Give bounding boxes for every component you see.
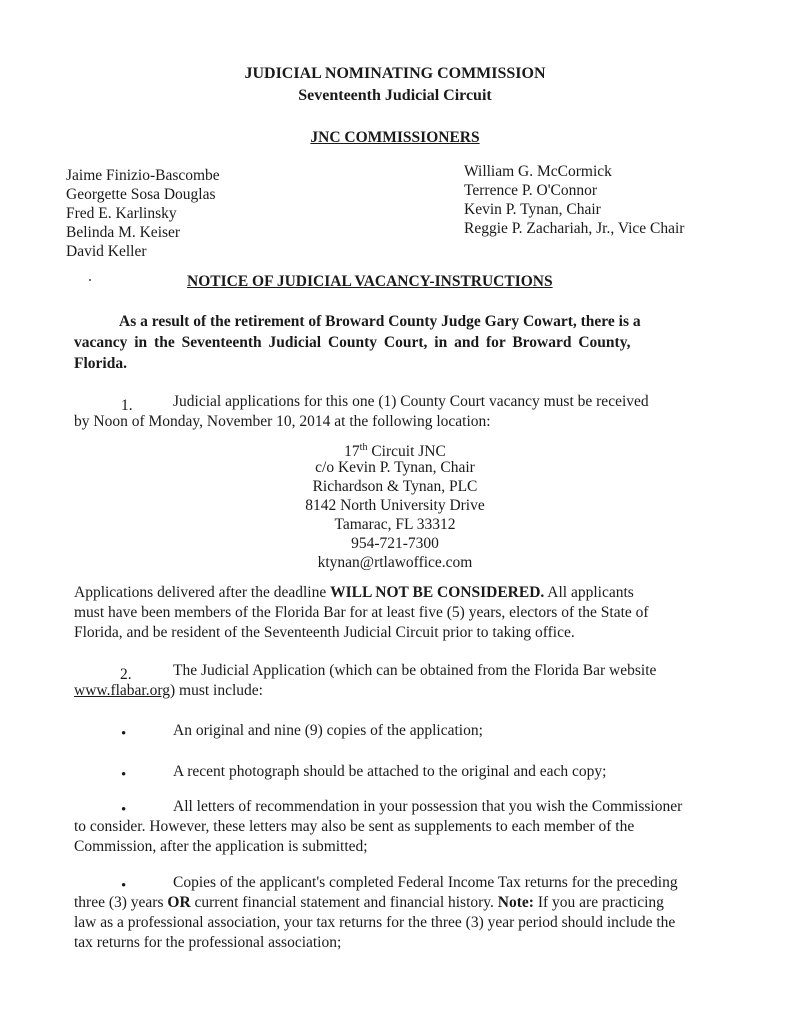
commissioner-name: Reggie P. Zachariah, Jr., Vice Chair — [464, 220, 685, 237]
item1-line: Judicial applications for this one (1) County Court vacancy must be received — [173, 393, 649, 410]
deadline-line — [74, 583, 634, 603]
address-line: Richardson & Tynan, PLC — [312, 478, 478, 495]
bullet-icon: • — [121, 802, 127, 818]
address-line: 8142 North University Drive — [305, 497, 485, 514]
item2-line — [74, 681, 263, 701]
item-number: 1. — [121, 397, 133, 414]
item-number: 2. — [120, 666, 132, 683]
tax-text: three (3) years — [74, 894, 168, 911]
deadline-emphasis: WILL NOT BE CONSIDERED. — [330, 584, 545, 601]
bullet-icon: • — [121, 767, 127, 783]
scan-speck — [89, 279, 91, 281]
note-label: Note: — [497, 894, 534, 911]
requirement-item-cont: to consider. However, these letters may also be sent as supplements to each member of the — [74, 818, 635, 835]
deadline-line: must have been members of the Florida Bar for at least five (5) years, electors of the State of — [74, 604, 649, 621]
intro-line: As a result of the retirement of Broward County Judge Gary Cowart, there is a — [119, 313, 641, 330]
bullet-icon: • — [121, 878, 127, 894]
requirement-item-cont — [74, 893, 664, 913]
bullet-icon: • — [121, 726, 127, 742]
commissioners-heading: JNC COMMISSIONERS — [310, 129, 480, 146]
intro-line: Florida. — [74, 355, 127, 372]
requirement-item-cont: tax returns for the professional association; — [74, 934, 342, 951]
tax-text: If you are practicing — [533, 894, 664, 911]
commissioner-name: Kevin P. Tynan, Chair — [464, 201, 601, 218]
commissioner-name: David Keller — [66, 243, 147, 260]
circuit-ordinal: th — [359, 442, 368, 453]
item1-line: by Noon of Monday, November 10, 2014 at the following location: — [74, 413, 491, 430]
circuit-name: Circuit JNC — [367, 443, 446, 461]
requirement-item: A recent photograph should be attached to the original and each copy; — [173, 763, 607, 780]
commissioner-name: Belinda M. Keiser — [66, 224, 181, 241]
address-line: c/o Kevin P. Tynan, Chair — [315, 459, 475, 476]
requirement-item: Copies of the applicant's completed Federal Income Tax returns for the preceding — [173, 874, 678, 891]
item2-text: ) must include: — [170, 682, 263, 699]
circuit-number: 17 — [344, 443, 360, 461]
commissioner-name: Georgette Sosa Douglas — [66, 186, 216, 203]
or-emphasis: OR — [167, 894, 191, 911]
tax-text: current financial statement and financial history. — [190, 894, 498, 911]
requirement-item-cont: Commission, after the application is submitted; — [74, 838, 368, 855]
address-line: 954-721-7300 — [351, 535, 439, 552]
document-title: JUDICIAL NOMINATING COMMISSION — [244, 65, 546, 82]
commissioner-name: Jaime Finizio-Bascombe — [66, 167, 220, 184]
flabar-link[interactable]: www.flabar.org — [74, 682, 170, 699]
deadline-line: Florida, and be resident of the Seventeenth Judicial Circuit prior to taking office. — [74, 624, 575, 641]
address-line: Tamarac, FL 33312 — [334, 516, 456, 533]
address-email: ktynan@rtlawoffice.com — [317, 554, 473, 571]
notice-heading: NOTICE OF JUDICIAL VACANCY-INSTRUCTIONS — [187, 273, 553, 290]
document-subtitle: Seventeenth Judicial Circuit — [298, 87, 492, 104]
requirement-item: An original and nine (9) copies of the application; — [173, 722, 483, 739]
deadline-text: All applicants — [544, 584, 634, 601]
commissioner-name: William G. McCormick — [464, 163, 612, 180]
item2-line: The Judicial Application (which can be obtained from the Florida Bar website — [173, 662, 657, 679]
requirement-item: All letters of recommendation in your possession that you wish the Commissioner — [173, 798, 683, 815]
commissioner-name: Terrence P. O'Connor — [464, 182, 597, 199]
deadline-text: Applications delivered after the deadline — [74, 584, 331, 601]
intro-line: vacancy in the Seventeenth Judicial County Court, in and for Broward County, — [74, 334, 631, 351]
commissioner-name: Fred E. Karlinsky — [66, 205, 177, 222]
requirement-item-cont: law as a professional association, your tax returns for the three (3) year period should include the — [74, 914, 676, 931]
